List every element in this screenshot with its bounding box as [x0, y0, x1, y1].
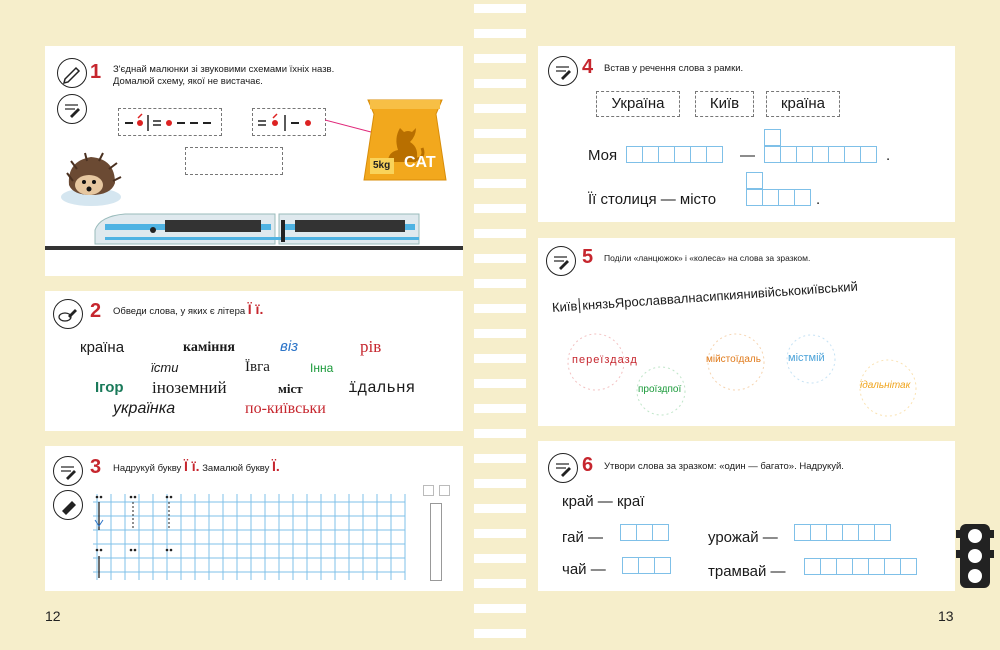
word-item[interactable]: іноземний [152, 378, 227, 397]
pencil-icon [57, 58, 87, 88]
empty-scheme-box[interactable] [185, 147, 283, 175]
target-letter: Ї. [272, 458, 280, 474]
word-item[interactable]: Ївга [245, 359, 270, 375]
wheel-text: проїздпої [638, 384, 682, 395]
wheel-text: містмій [788, 352, 825, 364]
exercise-task: Встав у речення слова з рамки. [604, 63, 744, 74]
word-prompt: чай — [562, 561, 606, 578]
marker-icon [53, 490, 83, 520]
answer-cells[interactable] [622, 557, 670, 574]
word-item[interactable]: їдальня [348, 379, 416, 397]
cat-food-bag-image [358, 96, 452, 186]
word-item[interactable]: каміння [183, 340, 235, 355]
exercise-3-card [45, 446, 463, 591]
exercise-number: 2 [90, 300, 102, 322]
wheel-text: переїздазд [572, 354, 638, 366]
exercise-number: 4 [582, 56, 594, 78]
answer-cells-1b[interactable] [764, 146, 876, 163]
exercise-6-card [538, 441, 955, 591]
exercise-2-card [45, 291, 463, 431]
word-item[interactable]: рів [360, 337, 382, 356]
circle-pencil-icon [53, 299, 83, 329]
chain-sample: Київ [551, 298, 578, 315]
small-letter-box[interactable] [423, 485, 434, 496]
frame-word[interactable]: Київ [695, 91, 754, 117]
task-text: Обведи слова, у яких є літера [113, 306, 246, 317]
word-item[interactable]: їсти [151, 360, 179, 375]
writing-grid[interactable] [93, 494, 407, 582]
task-text-a: Надрукуй букву [113, 463, 182, 474]
word-item[interactable]: Інна [310, 361, 334, 375]
exercise-number: 1 [90, 61, 102, 83]
word-item[interactable]: по-київськи [245, 400, 326, 417]
letter-wheel[interactable] [704, 330, 768, 394]
hedgehog-image [59, 151, 123, 207]
target-letters: Ї ї. [247, 301, 264, 317]
word-item[interactable]: віз [280, 338, 299, 355]
exercise-5-card [538, 238, 955, 426]
color-letter-box[interactable] [430, 503, 442, 581]
exercise-task [113, 303, 263, 318]
word-item[interactable]: Ігор [95, 379, 124, 396]
book-spine [474, 0, 526, 650]
answer-cells-2-top[interactable] [746, 172, 762, 189]
pencil-icon [548, 453, 578, 483]
letter-wheel[interactable] [632, 362, 690, 420]
sentence-2-start: Її столиця — місто [588, 191, 717, 208]
frame-word[interactable]: країна [766, 91, 840, 117]
exercise-task-line1: З'єднай малюнки зі звуковими схемами їхніх назв. [113, 64, 335, 75]
traffic-light-icon [956, 524, 994, 588]
letter-wheel[interactable] [856, 356, 920, 420]
draw-icon [57, 94, 87, 124]
wheel-text: їдальнітак [860, 380, 911, 391]
word-item[interactable]: українка [113, 400, 176, 417]
target-letters: Ї ї. [183, 458, 200, 474]
answer-cells-1[interactable] [626, 146, 722, 163]
task-text-b: Замалюй букву [202, 463, 270, 474]
exercise-number: 3 [90, 456, 102, 478]
answer-cells[interactable] [620, 524, 668, 541]
word-prompt: гай — [562, 529, 604, 546]
chain-rest: князьЯрославвалнасипкиянивійськокиївський [581, 278, 859, 313]
answer-cells-1b-top[interactable] [764, 129, 780, 146]
letter-chain[interactable] [551, 279, 858, 315]
answer-cells[interactable] [804, 558, 916, 575]
letter-wheel[interactable] [782, 330, 840, 388]
word-item[interactable]: країна [80, 339, 125, 356]
word-item[interactable]: міст [278, 381, 303, 396]
exercise-4-card [538, 46, 955, 222]
train-image [45, 206, 463, 256]
exercise-task: Поділи «ланцюжок» і «колеса» на слова за зразком. [604, 253, 811, 263]
exercise-task-line2: Домалюй схему, якої не вистачає. [113, 76, 263, 87]
bag-brand-label: CAT [404, 154, 436, 171]
frame-word[interactable]: Україна [596, 91, 680, 117]
exercise-task: Утвори слова за зразком: «один — багато». Надрукуй. [604, 461, 844, 472]
exercise-task [113, 460, 280, 475]
sound-scheme-2[interactable] [252, 108, 326, 136]
small-letter-box[interactable] [439, 485, 450, 496]
exercise-number: 6 [582, 454, 594, 476]
page-number-right: 13 [938, 608, 954, 624]
wheel-text: мійстоїдаль [706, 354, 761, 365]
draw-icon [53, 456, 83, 486]
sound-scheme-1[interactable] [118, 108, 222, 136]
sentence-1-start: Моя [588, 147, 618, 164]
exercise-1-card [45, 46, 463, 276]
word-prompt: трамвай — [708, 563, 786, 580]
page-number-left: 12 [45, 608, 61, 624]
pencil-icon [546, 246, 576, 276]
pencil-icon [548, 56, 578, 86]
sentence-1-dash: — [740, 147, 755, 164]
letter-wheel[interactable] [564, 330, 638, 394]
bag-weight-label: 5kg [373, 160, 391, 171]
example-pair: край — краї [562, 493, 645, 510]
word-prompt: урожай — [708, 529, 778, 546]
answer-cells[interactable] [794, 524, 890, 541]
sentence-2-end: . [816, 191, 821, 208]
exercise-number: 5 [582, 246, 594, 268]
sentence-1-end: . [886, 147, 891, 164]
answer-cells-2[interactable] [746, 189, 810, 206]
